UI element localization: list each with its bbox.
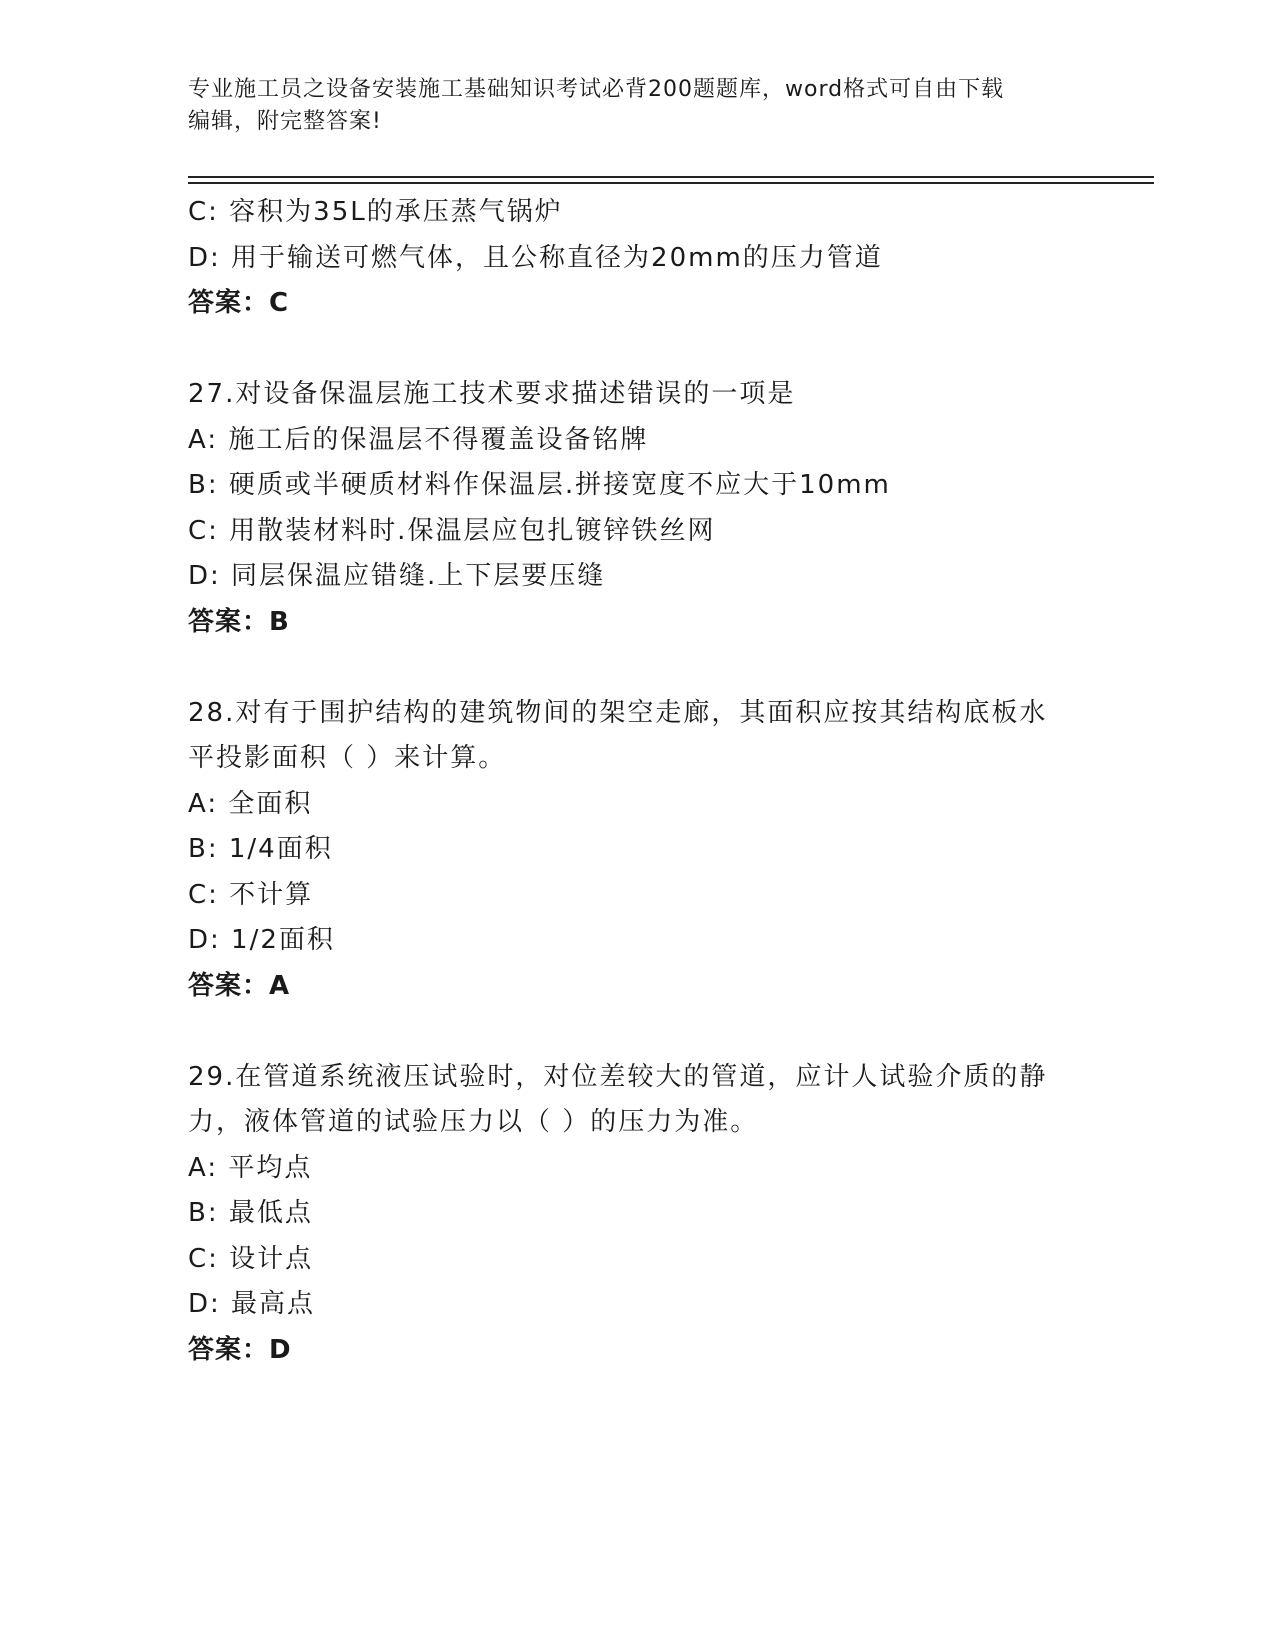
header-line-1: 专业施工员之设备安装施工基础知识考试必背200题题库，word格式可自由下载: [188, 77, 1005, 102]
option-c: C: 设计点: [188, 1243, 314, 1274]
question-block-28: [188, 691, 1088, 1010]
option-c: C: 用散装材料时.保温层应包扎镀锌铁丝网: [188, 515, 716, 546]
option-d: D: 同层保温应错缝.上下层要压缝: [188, 561, 606, 591]
answer-line: 答案：C: [188, 288, 290, 318]
question-stem: 29.在管道系统液压试验时，对位差较大的管道，应计人试验介质的静: [188, 1061, 1048, 1092]
option-a: A: 施工后的保温层不得覆盖设备铭牌: [188, 424, 649, 455]
answer-line: 答案：A: [188, 970, 291, 1001]
question-block-29: [188, 1055, 1088, 1374]
spacer: [188, 327, 1088, 373]
document-header: [188, 74, 1088, 138]
question-stem: 28.对有于围护结构的建筑物间的架空走廊，其面积应按其结构底板水: [188, 697, 1048, 728]
document-body: [188, 190, 1088, 1373]
option-b: B: 硬质或半硬质材料作保温层.拼接宽度不应大于10mm: [188, 470, 891, 500]
option-d: D: 用于输送可燃气体，且公称直径为20mm的压力管道: [188, 242, 883, 273]
option-a: A: 全面积: [188, 788, 313, 819]
answer-line: 答案：B: [188, 606, 290, 637]
option-b: B: 1/4面积: [188, 834, 333, 864]
option-c: C: 容积为35L的承压蒸气锅炉: [188, 197, 563, 227]
question-stem-continued: 平投影面积（ ）来计算。: [188, 743, 507, 773]
question-stem-continued: 力，液体管道的试验压力以（ ）的压力为准。: [188, 1107, 759, 1137]
option-d: D: 1/2面积: [188, 925, 335, 955]
spacer: [188, 1009, 1088, 1055]
header-divider-bottom: [188, 182, 1154, 184]
option-b: B: 最低点: [188, 1198, 313, 1228]
question-stem: 27.对设备保温层施工技术要求描述错误的一项是: [188, 379, 796, 409]
answer-line: 答案：D: [188, 1334, 292, 1365]
question-block-26-partial: [188, 190, 1088, 327]
spacer: [188, 645, 1088, 691]
option-a: A: 平均点: [188, 1152, 313, 1183]
header-divider-top: [188, 176, 1154, 178]
option-c: C: 不计算: [188, 879, 314, 910]
question-block-27: [188, 372, 1088, 645]
header-line-2: 编辑，附完整答案!: [188, 109, 382, 134]
option-d: D: 最高点: [188, 1289, 316, 1319]
